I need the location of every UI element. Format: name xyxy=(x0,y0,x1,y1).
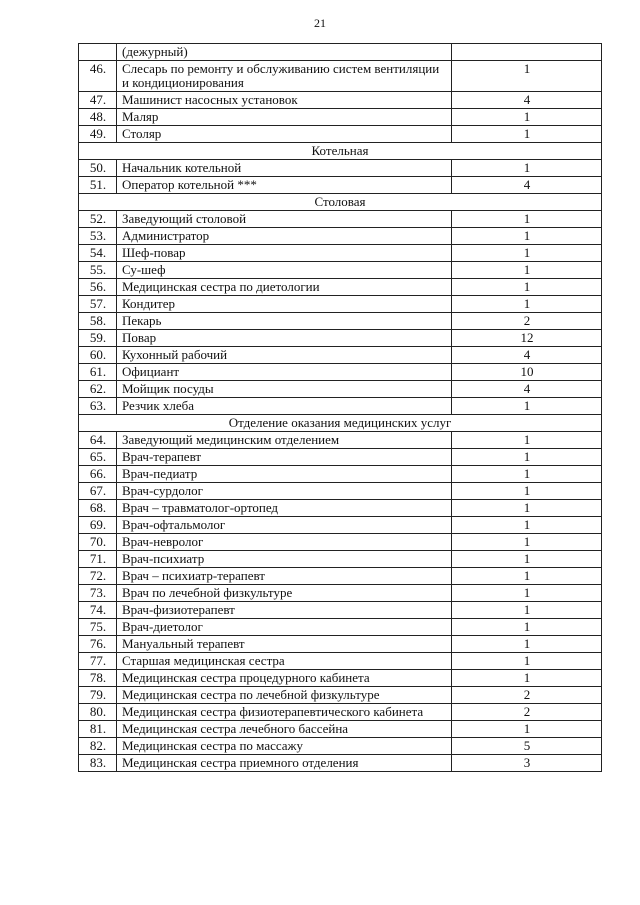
position-name: Медицинская сестра физиотерапевтического кабинета xyxy=(117,704,452,721)
table-row xyxy=(79,381,602,398)
row-number: 67. xyxy=(79,483,117,500)
section-header-row xyxy=(79,143,602,160)
position-name: Врач-диетолог xyxy=(117,619,452,636)
staff-count: 1 xyxy=(452,517,602,534)
table-row xyxy=(79,211,602,228)
row-number: 70. xyxy=(79,534,117,551)
row-number: 69. xyxy=(79,517,117,534)
table-row xyxy=(79,585,602,602)
position-name: Врач-невролог xyxy=(117,534,452,551)
table-row xyxy=(79,177,602,194)
staff-count xyxy=(452,44,602,61)
table-row xyxy=(79,449,602,466)
staff-count: 1 xyxy=(452,449,602,466)
staff-count: 1 xyxy=(452,568,602,585)
position-name: Врач по лечебной физкультуре xyxy=(117,585,452,602)
page-number: 21 xyxy=(314,16,326,30)
position-name: (дежурный) xyxy=(117,44,452,61)
position-name: Слесарь по ремонту и обслуживанию систем вентиляции и кондиционирования xyxy=(117,61,452,92)
staff-count: 1 xyxy=(452,551,602,568)
table-row xyxy=(79,483,602,500)
table-row xyxy=(79,670,602,687)
position-name: Машинист насосных установок xyxy=(117,92,452,109)
row-number: 74. xyxy=(79,602,117,619)
row-number: 80. xyxy=(79,704,117,721)
staff-count: 1 xyxy=(452,109,602,126)
table-row xyxy=(79,44,602,61)
position-name: Пекарь xyxy=(117,313,452,330)
row-number: 83. xyxy=(79,755,117,772)
position-name: Заведующий медицинским отделением xyxy=(117,432,452,449)
staff-count: 1 xyxy=(452,483,602,500)
staff-count: 1 xyxy=(452,721,602,738)
position-name: Медицинская сестра лечебного бассейна xyxy=(117,721,452,738)
position-name: Су-шеф xyxy=(117,262,452,279)
table-row xyxy=(79,245,602,262)
staff-count: 1 xyxy=(452,228,602,245)
position-name: Резчик хлеба xyxy=(117,398,452,415)
table-row xyxy=(79,330,602,347)
section-header-row xyxy=(79,194,602,211)
staff-count: 1 xyxy=(452,296,602,313)
position-name: Врач-педиатр xyxy=(117,466,452,483)
table-row xyxy=(79,636,602,653)
position-name: Официант xyxy=(117,364,452,381)
row-number: 68. xyxy=(79,500,117,517)
table-row xyxy=(79,619,602,636)
table-row xyxy=(79,364,602,381)
staff-count: 1 xyxy=(452,245,602,262)
table-row xyxy=(79,92,602,109)
position-name: Столяр xyxy=(117,126,452,143)
row-number: 65. xyxy=(79,449,117,466)
table-row xyxy=(79,755,602,772)
staff-count: 1 xyxy=(452,619,602,636)
row-number: 52. xyxy=(79,211,117,228)
table-row xyxy=(79,432,602,449)
staff-count: 12 xyxy=(452,330,602,347)
table-row xyxy=(79,279,602,296)
position-name: Медицинская сестра процедурного кабинета xyxy=(117,670,452,687)
staff-count: 1 xyxy=(452,126,602,143)
staff-count: 1 xyxy=(452,160,602,177)
row-number: 57. xyxy=(79,296,117,313)
row-number: 64. xyxy=(79,432,117,449)
row-number: 82. xyxy=(79,738,117,755)
staff-count: 1 xyxy=(452,653,602,670)
table-row xyxy=(79,347,602,364)
row-number: 60. xyxy=(79,347,117,364)
staff-table xyxy=(78,43,602,772)
staff-count: 5 xyxy=(452,738,602,755)
position-name: Заведующий столовой xyxy=(117,211,452,228)
table-row xyxy=(79,517,602,534)
row-number: 49. xyxy=(79,126,117,143)
row-number: 51. xyxy=(79,177,117,194)
table-row xyxy=(79,704,602,721)
row-number: 53. xyxy=(79,228,117,245)
staff-count: 1 xyxy=(452,585,602,602)
staff-count: 4 xyxy=(452,347,602,364)
position-name: Медицинская сестра приемного отделения xyxy=(117,755,452,772)
table-row xyxy=(79,109,602,126)
table-row xyxy=(79,313,602,330)
section-title: Котельная xyxy=(79,143,602,160)
position-name: Маляр xyxy=(117,109,452,126)
row-number xyxy=(79,44,117,61)
row-number: 78. xyxy=(79,670,117,687)
staff-count: 10 xyxy=(452,364,602,381)
position-name: Старшая медицинская сестра xyxy=(117,653,452,670)
position-name: Врач-офтальмолог xyxy=(117,517,452,534)
row-number: 47. xyxy=(79,92,117,109)
position-name: Мануальный терапевт xyxy=(117,636,452,653)
staff-count: 1 xyxy=(452,534,602,551)
table-row xyxy=(79,228,602,245)
staff-count: 1 xyxy=(452,398,602,415)
staff-count: 2 xyxy=(452,704,602,721)
row-number: 76. xyxy=(79,636,117,653)
table-row xyxy=(79,262,602,279)
staff-count: 1 xyxy=(452,211,602,228)
staff-count: 3 xyxy=(452,755,602,772)
row-number: 50. xyxy=(79,160,117,177)
position-name: Медицинская сестра по массажу xyxy=(117,738,452,755)
position-name: Повар xyxy=(117,330,452,347)
staff-count: 1 xyxy=(452,500,602,517)
table-row xyxy=(79,500,602,517)
row-number: 77. xyxy=(79,653,117,670)
row-number: 62. xyxy=(79,381,117,398)
section-header-row xyxy=(79,415,602,432)
row-number: 54. xyxy=(79,245,117,262)
row-number: 56. xyxy=(79,279,117,296)
row-number: 55. xyxy=(79,262,117,279)
staff-count: 1 xyxy=(452,636,602,653)
position-name: Врач-психиатр xyxy=(117,551,452,568)
row-number: 79. xyxy=(79,687,117,704)
table-row xyxy=(79,721,602,738)
position-name: Врач-терапевт xyxy=(117,449,452,466)
position-name: Врач – травматолог-ортопед xyxy=(117,500,452,517)
table-row xyxy=(79,126,602,143)
position-name: Медицинская сестра по лечебной физкультуре xyxy=(117,687,452,704)
staff-count: 1 xyxy=(452,602,602,619)
position-name: Врач-сурдолог xyxy=(117,483,452,500)
position-name: Мойщик посуды xyxy=(117,381,452,398)
table-row xyxy=(79,160,602,177)
row-number: 75. xyxy=(79,619,117,636)
table-row xyxy=(79,653,602,670)
position-name: Медицинская сестра по диетологии xyxy=(117,279,452,296)
row-number: 61. xyxy=(79,364,117,381)
staff-count: 2 xyxy=(452,313,602,330)
position-name: Шеф-повар xyxy=(117,245,452,262)
row-number: 71. xyxy=(79,551,117,568)
staff-count: 4 xyxy=(452,381,602,398)
staff-count: 1 xyxy=(452,61,602,92)
position-name: Кондитер xyxy=(117,296,452,313)
table-row xyxy=(79,602,602,619)
row-number: 73. xyxy=(79,585,117,602)
row-number: 63. xyxy=(79,398,117,415)
staff-count: 1 xyxy=(452,670,602,687)
table-row xyxy=(79,551,602,568)
staff-table-body xyxy=(79,44,602,772)
position-name: Кухонный рабочий xyxy=(117,347,452,364)
row-number: 72. xyxy=(79,568,117,585)
staff-count: 1 xyxy=(452,279,602,296)
row-number: 66. xyxy=(79,466,117,483)
table-row xyxy=(79,687,602,704)
row-number: 81. xyxy=(79,721,117,738)
row-number: 58. xyxy=(79,313,117,330)
section-title: Столовая xyxy=(79,194,602,211)
row-number: 46. xyxy=(79,61,117,92)
table-row xyxy=(79,738,602,755)
staff-count: 4 xyxy=(452,92,602,109)
row-number: 59. xyxy=(79,330,117,347)
staff-count: 2 xyxy=(452,687,602,704)
position-name: Оператор котельной *** xyxy=(117,177,452,194)
section-title: Отделение оказания медицинских услуг xyxy=(79,415,602,432)
row-number: 48. xyxy=(79,109,117,126)
staff-count: 1 xyxy=(452,262,602,279)
table-row xyxy=(79,568,602,585)
table-row xyxy=(79,398,602,415)
table-row xyxy=(79,534,602,551)
table-row xyxy=(79,296,602,313)
position-name: Администратор xyxy=(117,228,452,245)
table-row xyxy=(79,61,602,92)
position-name: Начальник котельной xyxy=(117,160,452,177)
position-name: Врач-физиотерапевт xyxy=(117,602,452,619)
position-name: Врач – психиатр-терапевт xyxy=(117,568,452,585)
staff-count: 1 xyxy=(452,432,602,449)
table-row xyxy=(79,466,602,483)
staff-count: 1 xyxy=(452,466,602,483)
staff-count: 4 xyxy=(452,177,602,194)
